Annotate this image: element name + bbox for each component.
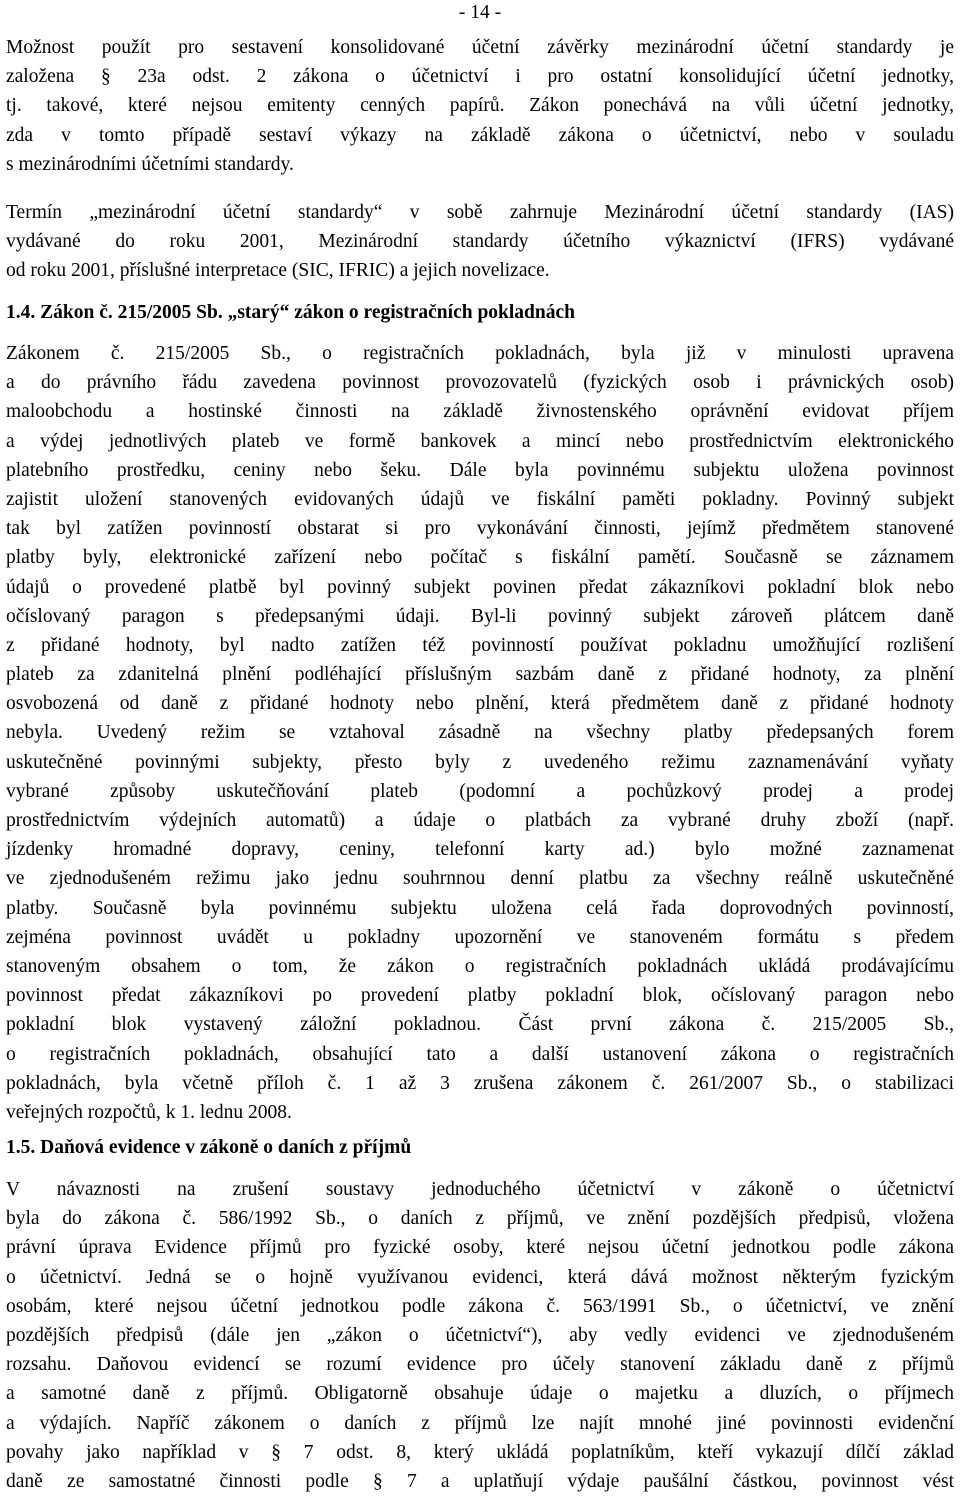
text-line: a výdej jednotlivých plateb ve formě bankovek a mincí nebo prostřednictvím elektronického: [6, 430, 954, 452]
text-line: Zákonem č. 215/2005 Sb., o registračních pokladnách, byla již v minulosti upravena: [6, 343, 954, 364]
paragraph-consolidation: [6, 33, 954, 179]
text-line: rozsahu. Daňovou evidencí se rozumí evidence pro účely stanovení základu daně z příjmů: [6, 1354, 954, 1376]
text-line: stanoveným obsahem o tom, že zákon o registračních pokladnách ukládá prodávajícímu: [6, 955, 954, 977]
text-line: zda v tomto případě sestaví výkazy na základě zákona o účetnictví, nebo v souladu: [6, 124, 954, 146]
text-line: pokladní blok vystavený záložní pokladnou. Část první zákona č. 215/2005 Sb.,: [6, 1014, 954, 1036]
text-line: uskutečněné povinnými subjekty, přesto byly z uvedeného režimu zaznamenávání vyňaty: [6, 751, 954, 773]
text-line: osvobozená od daně z přidané hodnoty nebo plnění, která předmětem daně z přidané hodnoty: [6, 693, 954, 715]
section-heading-1-4: [6, 298, 954, 327]
text-line: ve zjednodušeném režimu jako jednu souhrnnou denní platbu za všechny reálně uskutečněné: [6, 868, 954, 890]
text-line: platebního prostředku, ceniny nebo šeku. Dále byla povinnému subjektu uložena povinnost: [6, 459, 954, 481]
section-heading: 1.5. Daňová evidence v zákoně o daních z příjmů: [6, 1137, 412, 1158]
text-line: a do právního řádu zavedena povinnost provozovatelů (fyzických osob i právnických osob): [6, 372, 954, 394]
text-line: povahy jako například v § 7 odst. 8, který ukládá poplatníkům, kteří vykazují dílčí základ: [6, 1441, 954, 1463]
text-line: veřejných rozpočtů, k 1. lednu 2008.: [6, 1101, 292, 1123]
text-line: zejména povinnost uvádět u pokladny upozornění ve stanoveném formátu s předem: [6, 926, 954, 948]
text-line: plateb za zdanitelná plnění podléhající příslušným sazbám daně z přidané hodnoty, za plnění: [6, 664, 954, 686]
text-line: o registračních pokladnách, obsahující tato a další ustanovení zákona o registračních: [6, 1043, 954, 1065]
text-line: osobám, které nejsou účetní jednotkou podle zákona č. 563/1991 Sb., o účetnictví, ve znění: [6, 1295, 954, 1317]
text-line: tj. takové, které nejsou emitenty cenných papírů. Zákon ponechává na vůli účetní jednotky,: [6, 95, 954, 117]
text-line: s mezinárodními účetními standardy.: [6, 153, 294, 175]
text-line: nebyla. Uvedený režim se vztahoval zásadně na všechny platby předepsaných forem: [6, 722, 954, 744]
text-line: byla do zákona č. 586/1992 Sb., o daních z příjmů, ve znění pozdějších předpisů, vložena: [6, 1208, 954, 1230]
text-line: platby. Současně byla povinnému subjektu uložena celá řada doprovodných povinností,: [6, 897, 954, 919]
text-line: vybrané způsoby uskutečňování plateb (podomní a pochůzkový prodej a prodej: [6, 780, 954, 802]
text-line: o účetnictví. Jedná se o hojně využívanou evidenci, která dává možnost některým fyzickým: [6, 1266, 954, 1288]
text-line: očíslovaný paragon s předepsanými údaji. Byl-li povinný subjekt zároveň plátcem daně: [6, 605, 954, 627]
paragraph-registration-registers: [6, 339, 954, 1127]
paragraph-tax-records: [6, 1175, 954, 1496]
page-number: - 14 -: [458, 2, 502, 23]
text-line: platby byly, elektronické zařízení nebo počítač s fiskální pamětí. Současně se záznamem: [6, 547, 954, 569]
text-line: založena § 23a odst. 2 zákona o účetnictví i pro ostatní konsolidující účetní jednotky,: [6, 66, 954, 88]
text-line: od roku 2001, příslušné interpretace (SIC, IFRIC) a jejich novelizace.: [6, 260, 550, 282]
text-line: a samotné daně z příjmů. Obligatorně obsahuje údaje o majetku a dluzích, o příjmech: [6, 1383, 954, 1405]
text-line: prostřednictvím výdejních automatů) a údaje o platbách za vybrané druhy zboží (např.: [6, 810, 954, 831]
text-line: Termín „mezinárodní účetní standardy“ v sobě zahrnuje Mezinárodní účetní standardy (IAS): [6, 202, 954, 223]
text-line: údajů o provedené platbě byl povinný subjekt povinen předat zákazníkovi pokladní blok nebo: [6, 576, 954, 598]
text-line: právní úprava Evidence příjmů pro fyzické osoby, které nejsou účetní jednotkou podle zákona: [6, 1237, 954, 1259]
section-heading: 1.4. Zákon č. 215/2005 Sb. „starý“ zákon o registračních pokladnách: [6, 302, 575, 323]
text-line: tak byl zatížen povinností obstarat si pro vykonávání činnosti, jejímž předmětem stanovené: [6, 518, 954, 540]
text-line: pozdějších předpisů (dále jen „zákon o účetnictví“), aby vedly evidenci ve zjednodušeném: [6, 1324, 954, 1346]
text-line: V návaznosti na zrušení soustavy jednoduchého účetnictví v zákoně o účetnictví: [6, 1179, 954, 1200]
text-line: a výdajích. Napříč zákonem o daních z příjmů lze najít mnohé jiné povinnosti evidenční: [6, 1412, 954, 1434]
text-line: daně ze samostatné činnosti podle § 7 a uplatňují výdaje paušální částkou, povinnost vést: [6, 1470, 954, 1492]
text-line: zajistit uložení stanovených evidovaných údajů ve fiskální paměti pokladny. Povinný subjekt: [6, 488, 954, 510]
text-line: Možnost použít pro sestavení konsolidované účetní závěrky mezinárodní účetní standardy je: [6, 37, 954, 58]
text-line: maloobchodu a hostinské činnosti na základě živnostenského oprávnění evidovat příjem: [6, 401, 954, 423]
section-heading-1-5: [6, 1133, 954, 1162]
text-line: z přidané hodnoty, byl nadto zatížen též povinností používat pokladnu umožňující rozlišení: [6, 634, 954, 656]
paragraph-ias-definition: [6, 198, 954, 286]
text-line: pokladnách, byla včetně příloh č. 1 až 3 zrušena zákonem č. 261/2007 Sb., o stabilizaci: [6, 1072, 954, 1094]
text-line: jízdenky hromadné dopravy, ceniny, telefonní karty ad.) bylo možné zaznamenat: [6, 839, 954, 861]
text-line: vydávané do roku 2001, Mezinárodní standardy účetního výkaznictví (IFRS) vydávané: [6, 231, 954, 253]
text-line: povinnost předat zákazníkovi po provedení platby pokladní blok, očíslovaný paragon nebo: [6, 985, 954, 1007]
